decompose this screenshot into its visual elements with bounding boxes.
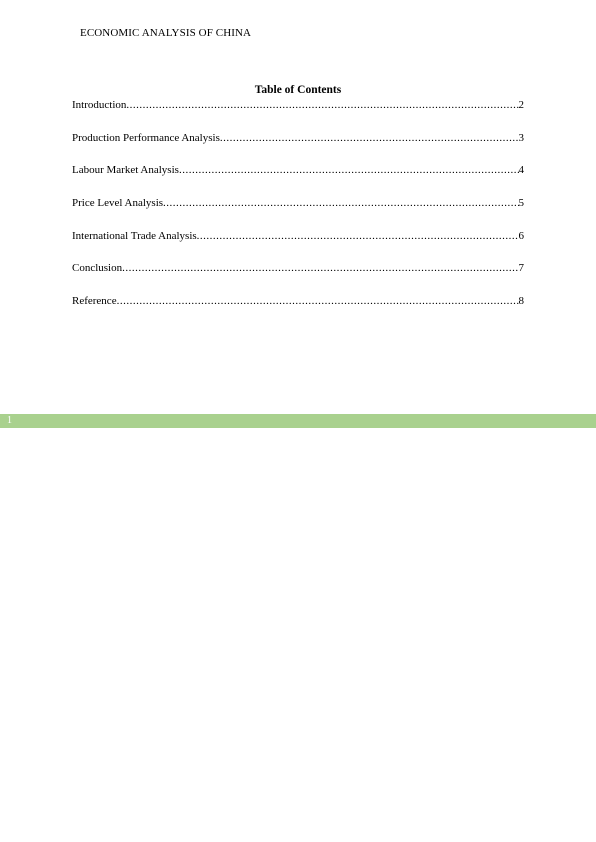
toc-entry-page: 7 — [518, 262, 524, 275]
toc-entry-production-performance[interactable] — [72, 132, 524, 145]
toc-entry-label: Introduction — [72, 99, 127, 111]
toc-entry-conclusion[interactable] — [72, 262, 524, 275]
toc-entry-page: 3 — [518, 131, 524, 144]
table-of-contents — [72, 99, 524, 328]
page-number: 1 — [7, 415, 12, 426]
toc-entry-price-level[interactable] — [72, 197, 524, 210]
toc-entry-labour-market[interactable] — [72, 164, 524, 177]
toc-entry-international-trade[interactable] — [72, 230, 524, 243]
toc-dot-leader — [122, 262, 518, 275]
toc-entry-page: 4 — [518, 164, 524, 177]
toc-dot-leader — [220, 132, 519, 145]
toc-dot-leader — [179, 164, 519, 177]
toc-dot-leader — [163, 197, 518, 210]
toc-entry-page: 8 — [518, 295, 524, 308]
toc-entry-reference[interactable] — [72, 295, 524, 308]
toc-dot-leader — [197, 230, 519, 243]
toc-title: Table of Contents — [254, 84, 342, 96]
toc-dot-leader — [126, 99, 518, 112]
toc-entry-label: Labour Market Analysis — [72, 164, 179, 177]
toc-entry-page: 2 — [518, 99, 524, 111]
toc-entry-page: 6 — [518, 229, 524, 242]
toc-entry-label: International Trade Analysis — [72, 229, 197, 242]
footer-band — [0, 414, 596, 428]
running-header: ECONOMIC ANALYSIS OF CHINA — [80, 27, 252, 39]
toc-entry-label: Reference — [72, 295, 117, 308]
toc-dot-leader — [117, 295, 519, 308]
toc-entry-label: Conclusion — [72, 262, 123, 275]
toc-entry-page: 5 — [518, 197, 524, 210]
toc-entry-introduction[interactable] — [72, 99, 524, 112]
toc-entry-label: Price Level Analysis — [72, 197, 164, 210]
toc-entry-label: Production Performance Analysis — [72, 131, 220, 144]
